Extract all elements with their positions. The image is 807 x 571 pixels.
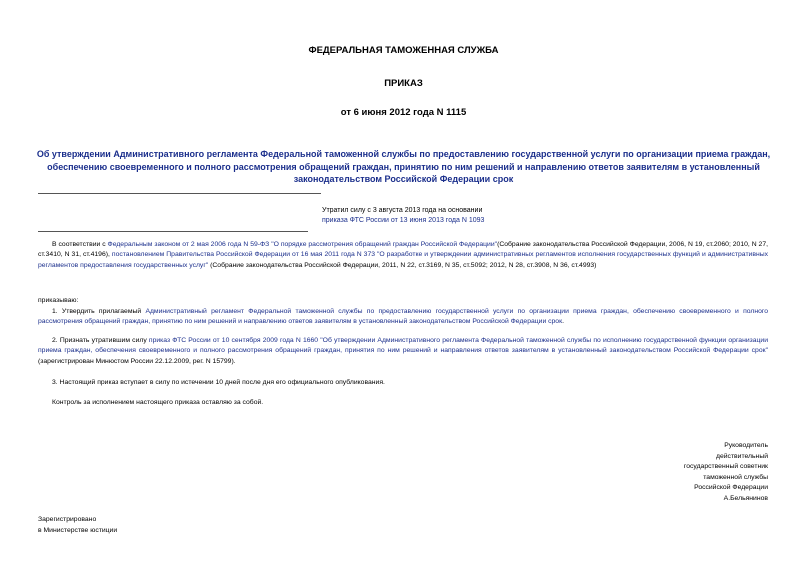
signature-line-5: Российской Федерации [694,484,768,492]
control-paragraph [38,398,768,408]
government-resolution-link[interactable]: постановлением Правительства Российской Федерации от 16 мая 2011 года N 373 "О разработке и утверждении административных регламентов исполнения государственных функций и административных регламентов предоставления государственных услуг" [38,251,768,269]
item-2-end: (зарегистрирован Минюстом России 22.12.2009, рег. N 15799). [38,357,236,365]
signature-line-4: таможенной службы [703,473,768,481]
item-2-text: 2. Признать утратившим силу [52,337,149,344]
signatory-name: А.Бельянинов [723,494,768,502]
preamble-text-3: (Собрание законодательства Российской Федерации, 2011, N 22, ст.3169, N 35, ст.5092; 2012, N 28, ст.3908, N 36, ст.4993) [208,261,597,269]
lost-force-text: Утратил силу с 3 августа 2013 года на основании [322,207,483,214]
item-1-end: . [562,318,564,326]
document-type-heading: ПРИКАЗ [384,78,423,89]
lost-force-link[interactable]: приказа ФТС России от 13 июня 2013 года N 1093 [322,217,485,224]
regulation-link[interactable]: Административный регламент Федеральной таможенной службы по предоставлению государственной услуги по организации приема граждан, обеспечению своевременного и полного рассмотрения обращений граждан, принятию по ним решений и направлению ответов заявителям в установленный законодательством Российской Федерации срок [38,308,769,326]
signature-line-2: действительный [716,452,768,460]
document-title: Об утверждении Административного регламента Федеральной таможенной службы по предоставлению государственной услуги по организации приема граждан, обеспечению своевременного и полного рассмотрения обращений граждан, принятию по ним решений и направлению ответов заявителям в установленный законодательством Российской Федерации срок [36,149,771,184]
registration-block [38,514,117,536]
registration-line-2: в Министерстве юстиции [38,527,118,534]
item-3-paragraph [38,378,768,388]
item-2-paragraph [38,336,768,367]
preamble-paragraph [38,240,768,271]
preamble-text-2: (Собрание законодательства Российской Федерации, 2006, N 19, ст.2060; 2010, N 27, ст.3410, N 31, ст.4196), [38,241,768,259]
item-1-paragraph [38,307,768,328]
control-text: Контроль за исполнением настоящего приказа оставляю за собой. [52,399,264,406]
top-divider [38,193,321,194]
item-3-text: 3. Настоящий приказ вступает в силу по истечении 10 дней после дня его официального опубликования. [52,379,385,386]
lost-force-notice [322,206,484,226]
federal-law-link[interactable]: Федеральным законом от 2 мая 2006 года N 59-ФЗ "О порядке рассмотрения обращений граждан Российской Федерации" [107,241,498,248]
signature-line-3: государственный советник [683,463,768,471]
order-word: приказываю: [38,297,79,304]
bottom-divider [38,231,308,232]
document-date: от 6 июня 2012 года N 1115 [340,107,467,118]
revoked-order-link[interactable]: приказ ФТС России от 10 сентября 2009 года N 1660 "Об утверждении Административного регламента Федеральной таможенной службы по исполнению государственной функции организации приема граждан, обеспечения своевременного и полного рассмотрения обращений граждан, принятия по ним решений и направления ответов заявителям в установленный законодательством Российской Федерации срок" [38,337,769,355]
signature-line-1: Руководитель [724,442,768,449]
preamble-text-1: В соответствии с [52,241,108,248]
signature-block [600,441,768,505]
registration-line-1: Зарегистрировано [38,516,97,523]
organization-heading: ФЕДЕРАЛЬНАЯ ТАМОЖЕННАЯ СЛУЖБА [308,45,499,56]
item-1-text: 1. Утвердить прилагаемый [52,308,146,315]
